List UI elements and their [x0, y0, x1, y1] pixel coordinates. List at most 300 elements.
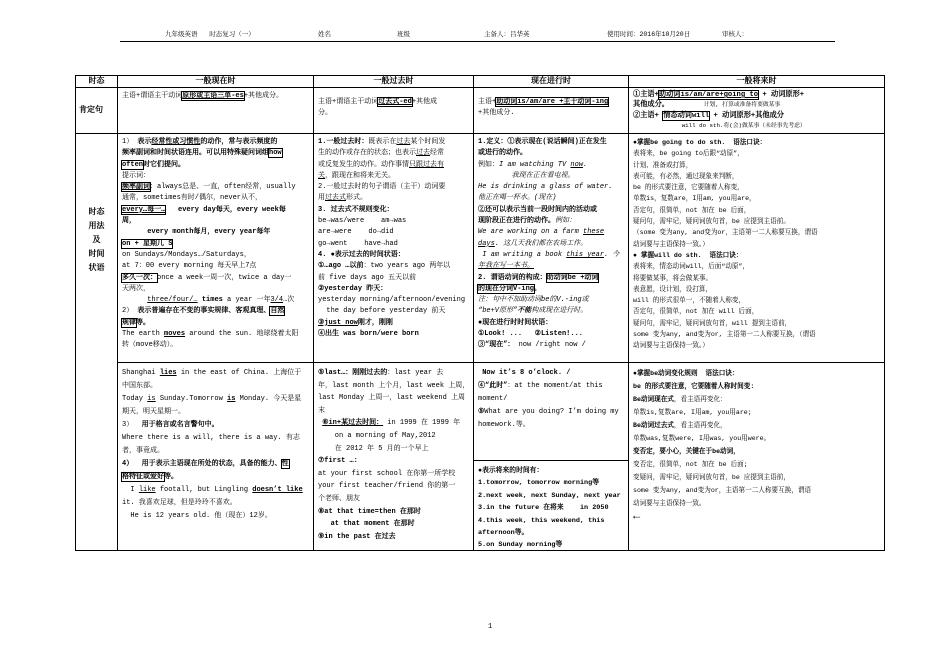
name-label: 姓名: [318, 31, 331, 38]
text-segment: +其他成: [411, 98, 438, 106]
text-segment: ⑦first …:: [318, 457, 358, 466]
text-segment: 或反复发生的动作。动作事情: [318, 160, 409, 169]
text-line: [633, 329, 881, 340]
text-segment: 经常性或习惯性: [151, 138, 201, 146]
text-line: [633, 111, 881, 121]
text-line: [478, 171, 625, 182]
text-line: [633, 148, 881, 159]
text-segment: 注：句中不加助动词be的V.-ing或: [478, 296, 589, 305]
text-segment: 等。: [164, 473, 178, 481]
text-line: [633, 367, 881, 380]
col-header-past-simple: 一般过去时: [314, 76, 474, 88]
text-segment: 例如：: [555, 217, 576, 226]
cell-present-affirmative: [118, 88, 314, 134]
text-segment: footall, but Lingling: [155, 486, 253, 494]
text-segment: ①Look! ... ②Listen!...: [478, 330, 583, 339]
text-segment: moment/: [478, 395, 508, 403]
text-line: [478, 329, 625, 340]
text-segment: ②主语+: [633, 111, 664, 120]
text-segment: 我现在正在看电视。: [478, 171, 575, 180]
text-segment: 例如：: [478, 160, 499, 169]
text-line: [122, 239, 310, 250]
text-line: [122, 393, 310, 406]
text-segment: 某个时间发: [410, 138, 446, 146]
cell-be-verb-rules: [629, 363, 885, 551]
text-segment: on a morning of May,2012: [318, 431, 436, 440]
text-line: [318, 137, 470, 148]
text-line: [122, 318, 310, 329]
text-segment: ，看主语再变化，: [673, 422, 727, 429]
text-segment: every…每一…: [122, 205, 166, 214]
text-line: [122, 484, 310, 497]
text-segment: ⑤: [478, 408, 485, 416]
text-segment: every day每天，every week每: [165, 205, 286, 214]
text-segment: ②yesterday 昨天：: [318, 284, 388, 293]
text-line: [122, 497, 310, 510]
text-segment: . 今: [604, 250, 620, 259]
text-segment: this year: [566, 250, 605, 259]
text-segment: around the sun. 地球绕着太阳: [185, 330, 299, 339]
text-segment: 通常，sometimes有时/偶尔，never从不，: [122, 194, 263, 203]
text-segment: be 的形式要注意，它要随着人称时间变:: [633, 383, 755, 390]
text-segment: 其他成分。: [633, 101, 669, 110]
text-segment: 自然: [270, 307, 285, 316]
text-segment: .: [583, 160, 588, 169]
text-segment: it. 我喜欢足球，但是玲玲不喜欢。: [122, 499, 237, 507]
text-segment: ⑥in+某过去时间：: [322, 419, 384, 428]
text-line: [478, 527, 625, 539]
text-line: [122, 471, 310, 484]
text-segment: moves: [164, 330, 186, 339]
text-segment: 年我在写一本书。: [478, 262, 534, 271]
text-line: [122, 380, 310, 393]
text-segment: 刚才，刚刚: [357, 318, 393, 327]
text-segment: Be动词过去式: [633, 422, 674, 429]
text-line: [633, 306, 881, 317]
text-line: [478, 419, 625, 432]
text-segment: ：always总是、一直，often经常，usually: [150, 183, 296, 192]
text-line: [318, 417, 470, 430]
col-header-present-progressive: 现在进行时: [474, 76, 629, 88]
cell-past-time-expressions: [314, 363, 474, 551]
text-segment: 者，事竟成。: [122, 447, 164, 455]
text-segment: +其他成分。: [243, 92, 284, 100]
text-line: [633, 137, 881, 148]
text-line: [122, 148, 310, 159]
text-segment: some 变为any, and变为or，主语第一二人称要互换，谓语: [633, 487, 812, 494]
text-segment: 。: [534, 284, 542, 293]
text-line: [122, 227, 310, 238]
text-line: [633, 250, 881, 261]
text-segment: 频率副词和时间状语连用。可以用特殊疑问词组: [122, 149, 269, 158]
text-segment: ，跟现在和将来无关。: [325, 171, 395, 180]
text-segment: ●表示将来的时间有：: [478, 467, 544, 475]
text-line: [318, 227, 470, 238]
text-line: [478, 380, 625, 393]
text-segment: 3）: [122, 421, 142, 429]
col-header-future-simple: 一般将来时: [629, 76, 885, 88]
text-line: [122, 432, 310, 445]
text-segment: I am watching TV: [499, 160, 571, 169]
row-label-affirmative-text: 肯定句: [79, 105, 103, 115]
text-segment: be 的形式要注意，它要随着人称变，: [633, 184, 744, 192]
text-line: [122, 419, 310, 432]
text-segment: often: [122, 160, 144, 169]
text-segment: 过去: [396, 138, 411, 146]
text-segment: 生的动作或存在的状态；也表示: [318, 149, 416, 158]
text-segment: + 动词原形+其他成分: [709, 111, 784, 120]
col-header-present-simple: 一般现在时: [118, 76, 314, 88]
text-segment: 中国东部。: [122, 382, 157, 390]
text-segment: 主语+: [478, 98, 497, 106]
text-segment: three/four/…: [147, 296, 198, 305]
text-line: [318, 250, 470, 261]
text-segment: 4.this week, this weekend, this: [478, 516, 605, 525]
text-segment: will do sth.将(会)做某事（未经事先考虑）: [633, 122, 806, 130]
text-segment: 2.一般过去时的句子谓语（主干）动词要: [318, 183, 446, 192]
text-line: [318, 380, 470, 393]
text-segment: 否定句，很简单，not 加在 will 后面，: [633, 308, 759, 316]
text-line: [478, 515, 625, 527]
text-segment: I am writing a book: [478, 250, 567, 259]
text-line: [318, 468, 470, 481]
usage-label-line: 及: [92, 236, 101, 245]
text-line: [633, 393, 881, 406]
text-segment: 周，: [122, 217, 136, 226]
text-line: [318, 455, 470, 468]
text-segment: 1.定义：①表示现在(说话瞬间)正在发生: [478, 138, 607, 146]
text-segment: go→went have→had: [318, 239, 398, 248]
text-segment: ● 掌握will do sth. 语法口诀：: [633, 251, 743, 259]
usage-label-line: 时态: [88, 208, 105, 217]
text-segment: 2.next week, next Sunday, next year: [478, 491, 621, 500]
text-segment: the day before yesterday 前天: [318, 307, 446, 316]
text-segment: 表示: [137, 138, 152, 146]
text-segment: on + 星期几 S: [122, 239, 173, 248]
text-line: [633, 182, 881, 193]
text-segment: 关: [318, 171, 325, 180]
text-segment: ●掌握be going to do sth. 语法口诀：: [633, 139, 767, 146]
text-line: [478, 295, 625, 306]
text-line: [122, 250, 310, 261]
text-segment: 单数is,复数are, I用am, you用are;: [633, 409, 752, 416]
text-line: [122, 205, 310, 216]
text-line: [633, 121, 881, 131]
text-line: [122, 171, 310, 182]
text-segment: We are working on a farm: [478, 228, 584, 237]
text-line: [318, 480, 470, 493]
text-segment: 变否定，要小心，关键在于be动词，: [633, 448, 740, 455]
text-segment: will 的形式很单一，不随着人称变，: [633, 297, 746, 305]
text-segment: like: [138, 486, 156, 494]
text-segment: 变疑问，需牢记，疑问词放句首，be 应提到主语前，: [633, 474, 790, 481]
text-segment: doesn’t like: [252, 486, 303, 494]
text-segment: is: [227, 395, 236, 403]
text-segment: ④“此时”: [478, 382, 508, 390]
cell-present-usage: [118, 134, 314, 363]
text-line: [478, 250, 625, 261]
text-segment: 计划、准备或打算，: [633, 161, 693, 169]
cell-progressive-usage: [474, 134, 629, 363]
text-segment: Shanghai: [122, 369, 160, 377]
text-segment: are→were do→did: [318, 228, 394, 237]
text-segment: 他正在喝一杯水。(现在): [478, 194, 557, 203]
text-line: [318, 306, 470, 317]
cell-past-usage: [314, 134, 474, 363]
text-line: [633, 205, 881, 216]
text-segment: 既表示在: [368, 138, 397, 146]
text-line: [122, 406, 310, 419]
date-label: 使用时间：2016年10月20日: [607, 31, 691, 38]
text-segment: ：last year 去: [387, 369, 444, 377]
text-segment: 表示普遍存在不变的事实规律、客观真理、: [137, 307, 271, 316]
text-segment: 经常: [430, 149, 444, 158]
text-line: [633, 318, 881, 329]
text-line: [478, 502, 625, 514]
text-segment: 单数was,复数were, I用was, you用were。: [633, 435, 771, 442]
text-segment: 频率副词: [122, 183, 150, 192]
text-segment: 变否定，很简单，not 加在 be 后面;: [633, 461, 748, 468]
text-line: [633, 484, 881, 497]
text-line: [318, 367, 470, 380]
text-segment: a year 一年: [222, 296, 271, 305]
text-segment: every month每月，every year每年: [122, 228, 271, 237]
text-segment: afternoon等。: [478, 529, 529, 538]
text-line: [478, 137, 625, 148]
text-segment: times: [197, 296, 223, 305]
text-line: [633, 227, 881, 238]
text-segment: Today: [122, 395, 148, 403]
cell-present-examples: [118, 363, 314, 551]
text-line: [318, 284, 470, 295]
text-line: [122, 216, 310, 227]
text-line: [318, 318, 470, 329]
text-line: [478, 182, 625, 193]
text-line: [478, 205, 625, 216]
text-segment: how: [269, 149, 282, 158]
row-label-affirmative: [76, 88, 118, 134]
text-segment: ③“现在”：: [478, 341, 515, 350]
text-segment: + 动词原形+: [758, 91, 805, 99]
text-segment: 主语+谓语主干动词: [122, 92, 183, 100]
text-line: [122, 295, 310, 306]
text-segment: +其他成分.: [478, 109, 515, 118]
text-segment: 4. ●表示过去的时间状语：: [318, 250, 405, 259]
text-line: [633, 273, 881, 284]
text-segment: 动词要与主语保持一致。: [633, 500, 706, 507]
text-line: [478, 261, 625, 272]
text-line: [633, 284, 881, 295]
text-line: [633, 445, 881, 458]
text-line: [122, 340, 310, 351]
page-number: 1: [488, 623, 493, 631]
text-segment: Monday. 今天是星: [235, 395, 302, 403]
text-line: [318, 261, 470, 272]
text-line: [318, 193, 470, 204]
text-line: [478, 340, 625, 351]
text-segment: 形式。: [346, 194, 367, 203]
text-segment: 表意愿，设计划，设打算，: [633, 285, 713, 293]
text-segment: Sunday.Tomorrow: [155, 395, 228, 403]
text-line: [478, 318, 625, 329]
text-line: [633, 419, 881, 432]
text-segment: 1）: [122, 138, 138, 146]
text-line: [318, 273, 470, 284]
text-segment: 天两次，: [122, 284, 150, 293]
text-line: [478, 273, 625, 284]
text-line: [122, 137, 310, 148]
text-segment: 等。: [136, 318, 150, 327]
text-segment: at your first school 在你第一所学校: [318, 469, 456, 478]
text-segment: 分。: [318, 109, 332, 118]
text-segment: yesterday morning/afternoon/evening: [318, 296, 466, 305]
text-segment: 过去式-ed: [378, 98, 412, 106]
text-segment: 助动词be +动词: [546, 273, 599, 282]
text-line: [633, 90, 881, 100]
text-segment: 或进行的动作。: [478, 149, 527, 158]
text-line: [122, 445, 310, 458]
text-segment: be→was/were am→was: [318, 217, 407, 226]
text-line: [122, 273, 310, 284]
text-segment: 的现在分词V-ing: [478, 284, 535, 293]
text-line: [318, 148, 470, 159]
text-line: [633, 100, 881, 110]
text-segment: ：at the moment/at this: [507, 382, 603, 390]
text-segment: now /right now /: [514, 341, 586, 350]
text-segment: these: [583, 228, 605, 237]
class-label: 班级: [397, 31, 410, 38]
text-segment: 提示词：: [122, 171, 150, 180]
text-segment: ●掌握be动词变化规则 语法口诀：: [633, 370, 739, 377]
text-line: [318, 182, 470, 193]
text-segment: 2. 谓语动词的构成：: [478, 273, 547, 282]
text-line: [478, 108, 625, 119]
text-segment: homework.等。: [478, 421, 530, 429]
text-line: [478, 490, 625, 502]
text-segment: ⑧at that time=then 在那时: [318, 507, 421, 516]
text-line: [122, 261, 310, 272]
text-segment: Be动词现在式: [633, 396, 674, 403]
text-segment: 情态动词will: [663, 111, 710, 120]
text-line: [122, 91, 310, 102]
text-segment: 年，last month 上个月，last week 上周，: [318, 381, 470, 390]
text-segment: once a week一周一次，twice a day一: [157, 273, 292, 282]
text-line: [633, 239, 881, 250]
text-segment: at that moment 在那时: [318, 520, 415, 529]
text-segment: 动词要与主语保持一致。）: [633, 240, 709, 248]
text-line: [318, 329, 470, 340]
text-segment: ④出生 was born/were born: [318, 330, 419, 339]
text-segment: He is 12 years old. 他（现在）12岁。: [122, 512, 272, 520]
text-segment: ，看主语再变化：: [673, 396, 727, 403]
text-segment: at 7：00 every morning 每天早上7点: [122, 262, 257, 271]
text-segment: lies: [159, 369, 177, 377]
text-line: [478, 216, 625, 227]
text-segment: in 1999 在 1999 年: [383, 419, 461, 428]
text-line: [318, 205, 470, 216]
text-line: [122, 458, 310, 471]
text-line: [478, 193, 625, 204]
text-segment: 助动词is/am/are +主干动词-ing: [496, 98, 609, 106]
text-line: [318, 430, 470, 443]
cell-future-usage: [629, 134, 885, 363]
text-segment: 用: [318, 194, 325, 203]
text-line: [633, 160, 881, 171]
text-line: [122, 160, 310, 171]
text-segment: 个老师、朋友: [318, 494, 360, 503]
text-line: [478, 393, 625, 406]
text-segment: is: [147, 395, 156, 403]
text-line: [318, 518, 470, 531]
row-label-usage: [76, 134, 118, 551]
text-line: [318, 108, 470, 119]
text-line: [633, 458, 881, 471]
text-segment: 5.on Sunday morning等: [478, 541, 563, 550]
text-segment: 过去式: [325, 194, 346, 203]
text-line: [633, 193, 881, 204]
text-segment: 单数is，复数are，I用am, you用are，: [633, 195, 756, 203]
text-segment: 在 2012 年 5 月的一个早上: [318, 444, 429, 453]
usage-label-line: 状语: [88, 264, 105, 273]
text-segment: The earth: [122, 330, 165, 339]
text-segment: 转（move移动）。: [122, 341, 178, 350]
text-line: [318, 239, 470, 250]
text-segment: Now it’s 8 o’clock. /: [478, 369, 571, 377]
text-line: [633, 406, 881, 419]
text-segment: . 这几天我们都在农场工作。: [494, 239, 588, 248]
text-segment: 3.in the future 在将来 in 2050: [478, 504, 609, 513]
text-segment: 1.tomorrow, tomorrow morning等: [478, 479, 600, 488]
text-segment: （some 变为any, and变为or，主语第一二人称要互换，谓语: [633, 229, 818, 237]
text-line: [478, 284, 625, 295]
text-segment: “be+V原形”: [478, 307, 518, 316]
text-segment: 过去: [416, 149, 430, 158]
cell-progressive-time-expressions: [474, 363, 629, 461]
text-line: [478, 227, 625, 238]
text-segment: 4） 用于表示主语现在所处的状态，具备的能力、: [122, 460, 282, 468]
usage-label-line: 时间: [88, 250, 105, 259]
text-line: [318, 160, 470, 171]
text-line: [478, 160, 625, 171]
text-segment: 构成现在进行时。: [531, 307, 588, 316]
text-segment: [122, 296, 147, 304]
text-segment: 多久一次：: [122, 273, 157, 282]
text-segment: 现阶段正在进行的动作。: [478, 217, 555, 226]
text-segment: 不能: [517, 307, 532, 316]
text-line: [478, 148, 625, 159]
header-underline: [120, 41, 835, 42]
text-segment: 表将来，be going to后跟“动原”，: [633, 150, 744, 158]
left-arrow-icon: ←: [633, 509, 641, 523]
text-segment: 疑问句，需牢记，疑问词放句首，be 应提到主语前。: [633, 218, 790, 226]
text-line: [478, 97, 625, 108]
text-segment: 疑问句，需牢记，疑问词放句首，will 提到主语前，: [633, 319, 792, 327]
text-segment: 2）: [122, 307, 138, 316]
text-segment: 表可能，有必然，通过现象来判断，: [633, 172, 739, 180]
text-line: [122, 284, 310, 295]
text-line: [633, 471, 881, 484]
text-segment: 格特征或爱好: [122, 473, 164, 481]
text-segment: ③just now: [318, 318, 358, 327]
text-segment: 将要做某事，将会做某事。: [633, 274, 713, 282]
text-segment: some 变为any, and变为or, 主语第一二人称要互换，（谓语: [633, 331, 816, 339]
text-segment: …次: [283, 296, 295, 305]
text-segment: in the east of China. 上海位于: [176, 369, 302, 377]
text-segment: ①主语+: [633, 91, 659, 99]
cell-future-time-expressions: [474, 461, 629, 551]
text-segment: 末: [318, 406, 325, 415]
text-line: [318, 405, 470, 418]
